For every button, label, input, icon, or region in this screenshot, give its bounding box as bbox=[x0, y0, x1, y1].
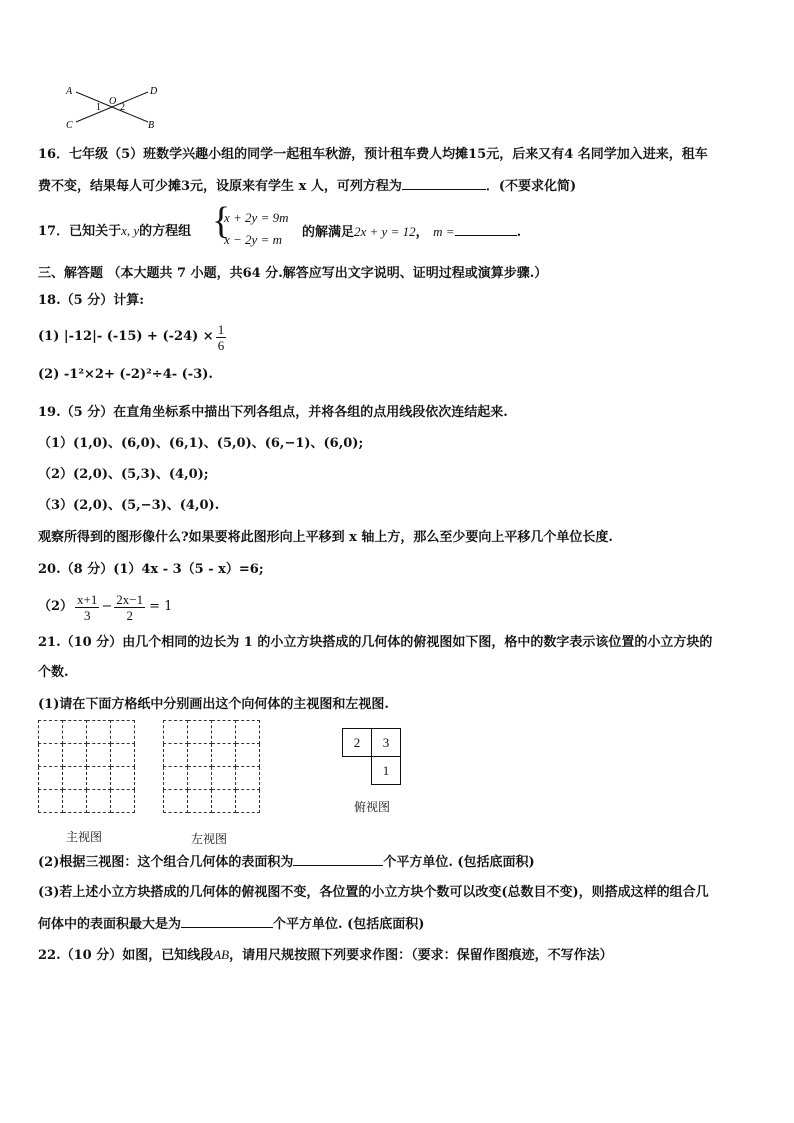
left-view-caption: 左视图 bbox=[191, 832, 228, 846]
q21-line1: 21.（10 分）由几个相同的边长为 1 的小立方块搭成的几何体的俯视图如下图，格中的数字表示该位置的小立方块的 bbox=[38, 635, 713, 650]
q17-answer-blank[interactable] bbox=[455, 222, 517, 236]
q18-fraction bbox=[216, 322, 227, 353]
q17-tail bbox=[302, 222, 521, 242]
top-view-cell bbox=[343, 757, 372, 785]
q21-line2: 个数. bbox=[38, 665, 69, 680]
q20-fraction1 bbox=[75, 592, 99, 623]
q17-eq1: x + 2y = 9m bbox=[224, 210, 289, 225]
q17-end: . bbox=[516, 225, 522, 240]
q19-part1: （1）(1,0)、(6,0)、(6,1)、(5,0)、(6,−1)、(6,0); bbox=[38, 436, 364, 451]
q17-equation-system bbox=[212, 200, 312, 252]
q20-minus: − bbox=[101, 599, 113, 614]
q17-line bbox=[38, 222, 191, 241]
q18-fraction-num: 1 bbox=[217, 321, 225, 337]
point-label-a: A bbox=[66, 86, 73, 97]
left-view-grid[interactable] bbox=[163, 720, 260, 813]
q21-sub3-blank[interactable] bbox=[181, 914, 273, 928]
q21-sub2-blank[interactable] bbox=[293, 852, 383, 866]
q17-eq2: x − 2y = m bbox=[224, 232, 282, 247]
q22-prefix: 22.（10 分）如图，已知线段 bbox=[38, 948, 214, 963]
q17-m-label: m = bbox=[433, 224, 455, 239]
q20-fraction2-den: 2 bbox=[126, 607, 133, 623]
q21-sub2-end: 个平方单位. (包括底面积) bbox=[383, 855, 535, 870]
q17-vars: x, y bbox=[121, 223, 140, 238]
q18-part1 bbox=[38, 320, 228, 354]
q20-fraction1-num: x+1 bbox=[77, 591, 98, 607]
angle-label-2: 2 bbox=[120, 102, 125, 113]
q17-brace: { bbox=[212, 200, 231, 242]
q21-sub3-line1: (3)若上述小立方块搭成的几何体的俯视图不变，各位置的小立方块个数可以改变(总数目不变)，则搭成这样的组合几 bbox=[38, 885, 709, 900]
q16-line2-end: ．(不要求化简) bbox=[485, 179, 577, 194]
q18-title: 18.（5 分）计算: bbox=[38, 293, 144, 308]
q22-segment: AB bbox=[213, 947, 230, 962]
q20-part2 bbox=[38, 590, 172, 624]
q17-mid: 的方程组 bbox=[139, 224, 192, 239]
top-view-grid bbox=[342, 728, 401, 785]
q17-comma: ， bbox=[415, 225, 429, 240]
top-view-cell: 3 bbox=[372, 729, 401, 757]
q22-rest: ，请用尺规按照下列要求作图：（要求：保留作图痕迹，不写作法） bbox=[229, 948, 613, 963]
front-view-caption: 主视图 bbox=[66, 830, 103, 844]
q21-sub2 bbox=[38, 852, 535, 872]
q21-sub2-text: (2)根据三视图：这个组合几何体的表面积为 bbox=[38, 855, 294, 870]
q19-part3: （3）(2,0)、(5,−3)、(4,0). bbox=[38, 498, 220, 513]
q16-line2-text: 费不变，结果每人可少摊3元，设原来有学生 x 人，可列方程为 bbox=[38, 179, 402, 194]
q17-condition: 2x + y = 12 bbox=[354, 224, 416, 239]
q21-sub1: (1)请在下面方格纸中分别画出这个向何体的主视图和左视图. bbox=[38, 697, 389, 712]
q20-rhs: = 1 bbox=[149, 599, 173, 614]
q18-fraction-den: 6 bbox=[217, 337, 225, 353]
q21-sub3-line2 bbox=[38, 914, 424, 934]
q20-fraction2-num: 2x−1 bbox=[116, 591, 144, 607]
top-view-caption: 俯视图 bbox=[354, 800, 391, 814]
q20-part2-label: （2） bbox=[38, 599, 74, 614]
point-label-d: D bbox=[150, 86, 158, 97]
q20-fraction1-den: 3 bbox=[83, 607, 91, 623]
point-label-b: B bbox=[148, 120, 155, 131]
q20-fraction2 bbox=[114, 592, 145, 623]
section3-heading: 三、解答题 （本大题共 7 小题，共64 分.解答应写出文字说明、证明过程或演算步骤.） bbox=[38, 266, 548, 281]
top-view-cell: 1 bbox=[372, 757, 401, 785]
q17-prefix: 17．已知关于 bbox=[38, 224, 122, 239]
q18-part2: (2) -1²×2+ (-2)²÷4- (-3). bbox=[38, 367, 213, 382]
q19-question: 观察所得到的图形像什么?如果要将此图形向上平移到 x 轴上方，那么至少要向上平移几个单位长度. bbox=[38, 530, 613, 545]
point-label-c: C bbox=[66, 120, 73, 131]
q19-part2: （2）(2,0)、(5,3)、(4,0); bbox=[38, 467, 209, 482]
angle-label-1: 1 bbox=[96, 102, 101, 113]
top-view-cell: 2 bbox=[343, 729, 372, 757]
q16-line2 bbox=[38, 176, 576, 196]
q22-line bbox=[38, 946, 613, 965]
q19-title: 19.（5 分）在直角坐标系中描出下列各组点，并将各组的点用线段依次连结起来. bbox=[38, 405, 508, 420]
q18-part1-text: (1) |-12|- (-15) + (-24) × bbox=[38, 329, 214, 344]
intersecting-lines-figure bbox=[60, 82, 170, 132]
q16-answer-blank[interactable] bbox=[402, 176, 486, 190]
q16-line1: 16．七年级（5）班数学兴趣小组的同学一起租车秋游，预计租车费人均摊15元，后来又有4 名同学加入进来，租车 bbox=[38, 147, 708, 162]
q20-part1: 20.（8 分）(1）4x - 3（5 - x）=6; bbox=[38, 562, 264, 577]
front-view-grid[interactable] bbox=[38, 720, 135, 813]
q17-after: 的解满足 bbox=[302, 225, 355, 240]
q21-sub3-end: 个平方单位. (包括底面积) bbox=[273, 917, 425, 932]
point-label-o: O bbox=[109, 96, 117, 107]
q21-sub3-text: 何体中的表面积最大是为 bbox=[38, 917, 182, 932]
